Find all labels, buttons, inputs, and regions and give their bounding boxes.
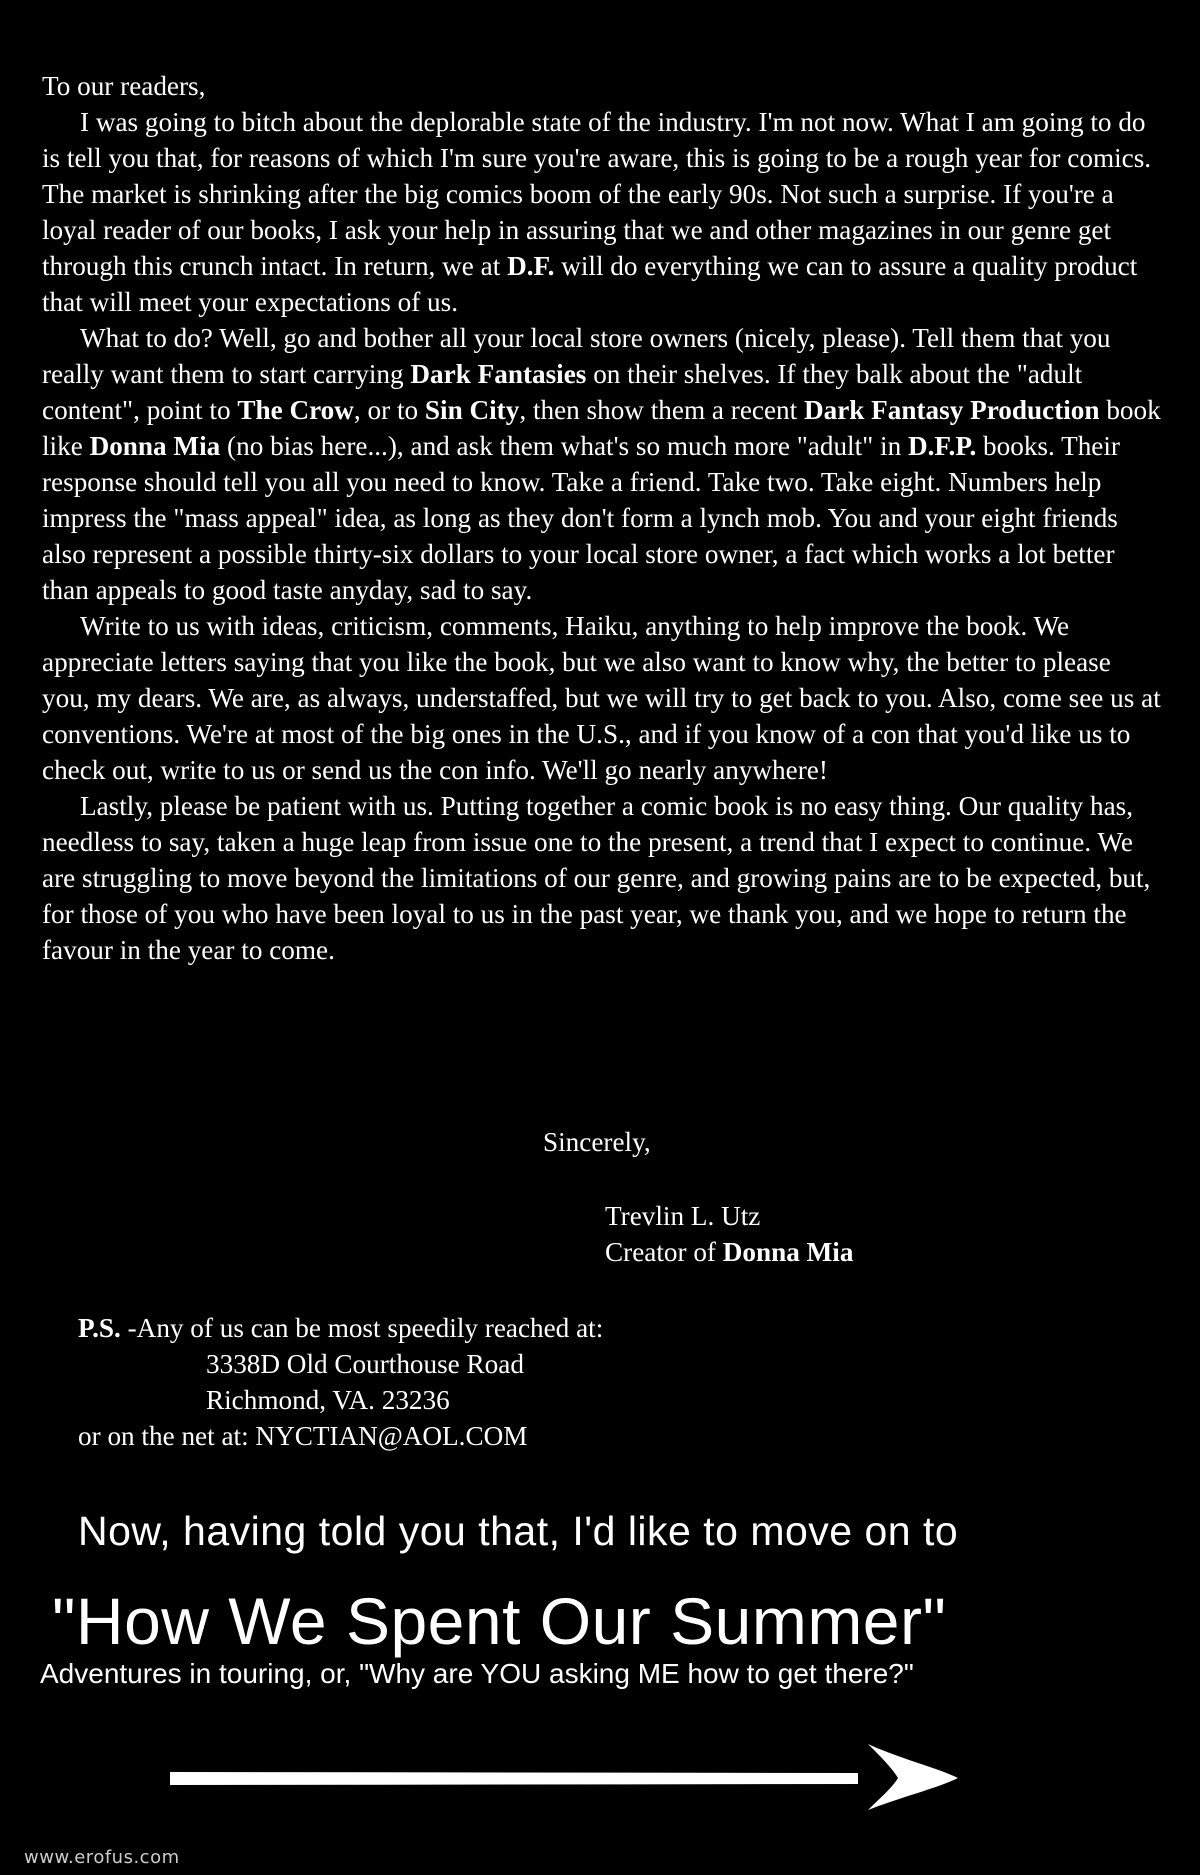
address-line-2: Richmond, VA. 23236 [206,1385,450,1415]
p2-text-d: , or to [353,395,425,425]
p2-text-g: (no bias here...), and ask them what's so much more "adult" in [220,431,908,461]
address-line-1: 3338D Old Courthouse Road [206,1349,524,1379]
p2-bold-2: The Crow [237,395,354,425]
p2-bold-1: Dark Fantasies [410,359,587,389]
p2-text-h: books. Their response should tell you all you need to know. Take a friend. Take two. Take eight. Numbers help impress the "mass appeal" idea, as long as they don't form a lynch mob. You and your eight friends also represent a possible thirty-six dollars to your local store owner, a fact which works a lot better than appeals to good taste anyday, sad to say. [42,431,1120,605]
ps-intro-line [78,1310,603,1346]
signer-title-prefix: Creator of [605,1237,723,1267]
p2-bold-3: Sin City [424,395,520,425]
ps-label: P.S. [78,1313,121,1343]
paragraph-1 [42,104,1162,320]
p2-text-e: , then show them a recent [519,395,804,425]
signer-title [605,1234,853,1270]
paragraph-2 [42,320,1162,608]
greeting: To our readers, [42,71,206,101]
p2-bold-4: Dark Fantasy Production [803,395,1100,425]
watermark: www.erofus.com [24,1847,180,1868]
p2-bold-6: D.F.P. [908,431,977,461]
net-contact: or on the net at: NYCTIAN@AOL.COM [78,1421,528,1451]
headline-line-3: Adventures in touring, or, "Why are YOU asking ME how to get there?" [40,1658,914,1689]
letter-body [42,68,1162,968]
signer-name: Trevlin L. Utz [605,1201,761,1231]
signer-title-bold: Donna Mia [722,1237,854,1267]
p2-text-f: book like [42,395,1161,461]
headline-line-2: "How We Spent Our Summer" [52,1584,947,1658]
paragraph-3: Write to us with ideas, criticism, comments, Haiku, anything to help improve the book. We appreciate letters saying that you like the book, but we also want to know why, the better to please you, my dears. We are, as always, understaffed, but we will try to get back to you. Also, come see us at conventions. We're at most of the big ones in the U.S., and if you know of a con that you'd like us to check out, write to us or send us the con info. We'll go nearly anywhere! [42,611,1161,785]
postscript [78,1310,603,1454]
right-arrow-icon [168,1740,968,1810]
p2-text-c: on their shelves. If they balk about the "adult content", point to [42,359,1083,425]
p2-text-a: What to do? Well, go and bother all your local store owners (nicely, please). Tell them that you really want them to start carrying [42,323,1111,389]
p2-bold-5: Donna Mia [89,431,221,461]
ps-intro: -Any of us can be most speedily reached at: [120,1313,604,1343]
closing: Sincerely, [543,1127,651,1157]
p1-text-c: will do everything we can to assure a quality product that will meet your expectations of us. [42,251,1138,317]
p1-text-a: I was going to bitch about the deplorable state of the industry. I'm not now. What I am going to do is tell you that, for reasons of which I'm sure you're aware, this is going to be a rough year for comics. The market is shrinking after the big comics boom of the early 90s. Not such a surprise. If you're a loyal reader of our books, I ask your help in assuring that we and other magazines in our genre get through this crunch intact. In return, we at [42,107,1152,281]
p1-bold-df: D.F. [507,251,555,281]
paragraph-4: Lastly, please be patient with us. Putting together a comic book is no easy thing. Our quality has, needless to say, taken a huge leap from issue one to the present, a trend that I expect to continue. We are struggling to move beyond the limitations of our genre, and growing pains are to be expected, but, for those of you who have been loyal to us in the past year, we thank you, and we hope to return the favour in the year to come. [42,791,1151,965]
headline-line-1: Now, having told you that, I'd like to move on to [78,1508,959,1554]
